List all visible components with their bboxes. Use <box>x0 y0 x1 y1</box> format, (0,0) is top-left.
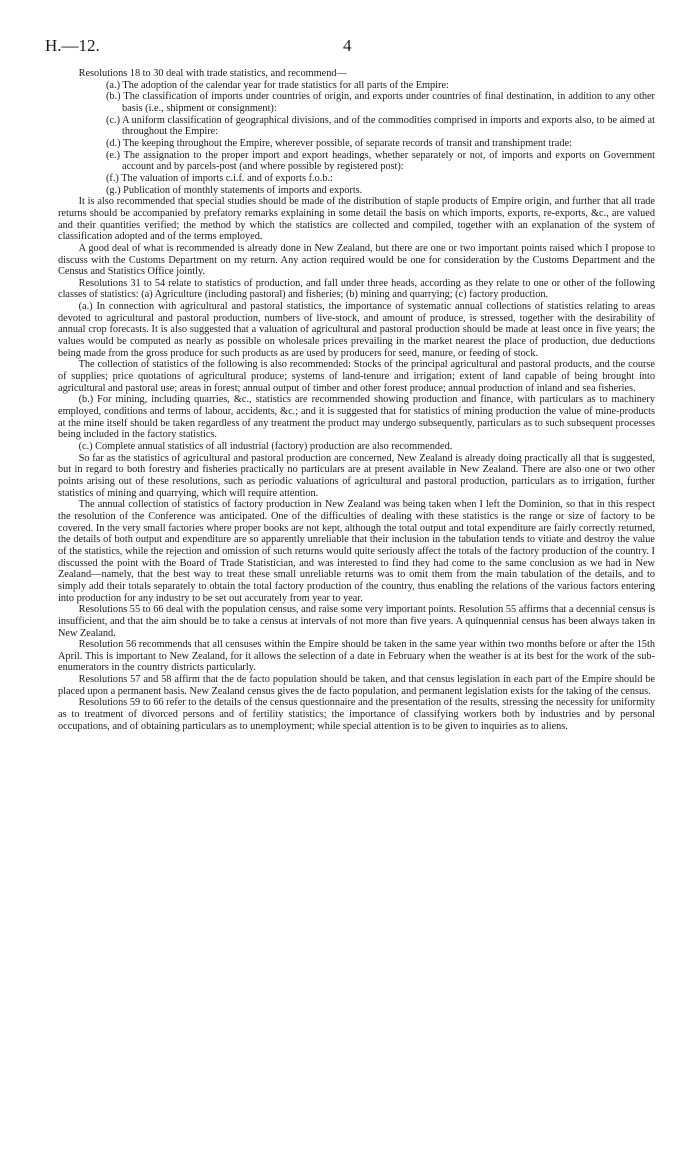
recommendation-text: The assignation to the proper import and export headings, whether separately or not, of imports and exports on Government account and by parcels-post (and where possible by registered post): <box>122 149 656 173</box>
document-body <box>58 68 655 732</box>
recommendation-item <box>58 173 655 185</box>
paragraph-census-questionnaire: Resolutions 59 to 66 refer to the details of the census questionnaire and the presentation of the results, stressing the necessity for uniformity as to treatment of divorced persons and of fertility statistics; the importance of classifying workers both by industries and by personal occupations, and of obtaining particulars as to unemployment; while special attention is to be given to inquiries as to aliens. <box>58 697 655 732</box>
recommendation-list <box>58 80 655 197</box>
paragraph-factory-production: (c.) Complete annual statistics of all industrial (factory) production are also recommended. <box>78 441 453 452</box>
paragraph-agricultural-statistics: (a.) In connection with agricultural and pastoral statistics, the importance of systematic annual collections of statistics relating to areas devoted to agricultural and pastoral production, numbers of live-stock, and amount of produce, is stressed, together with the desirability of annual crop forecasts. It is also suggested that a valuation of agricultural and pastoral production should be made at least once in five years; the values would be computed as nearly as possible on wholesale prices prevailing in the market nearest the place of production, due deductions being made from the gross produce for such products as are used by producers for seed, manure, or feeding of stock. <box>58 301 655 359</box>
recommendation-text: The keeping throughout the Empire, wherever possible, of separate records of transit and transhipment trade: <box>122 137 572 149</box>
recommendation-item <box>58 138 655 150</box>
paragraph-trade-remarks: It is also recommended that special studies should be made of the distribution of staple products of Empire origin, and further that all trade returns should be accompanied by prefatory remarks explaining in some detail the basis on which imports, exports, re-exports, &c., are valued and their quantities verified; the method by which the statistics are collected and compiled, together with an explanation of the system of classification adopted and of the terms employed. <box>58 196 655 243</box>
page-number: 4 <box>343 36 352 55</box>
recommendation-item <box>58 80 655 92</box>
paragraph-census-interval: Resolutions 55 to 66 deal with the population census, and raise some very important points. Resolution 55 affirms that a decennial census is insufficient, and that the aim should be to take a census at intervals of not more than five years. A quinquennial census has been always taken in New Zealand. <box>58 604 655 639</box>
recommendation-label: (d.) <box>106 137 121 149</box>
recommendation-text: The valuation of imports c.i.f. and of exports f.o.b.: <box>121 172 333 184</box>
recommendation-label: (g.) <box>106 184 121 196</box>
recommendation-item <box>58 150 655 173</box>
trade-statistics-intro: Resolutions 18 to 30 deal with trade statistics, and recommend— <box>78 68 347 79</box>
recommendation-label: (e.) <box>106 149 121 161</box>
recommendation-text: Publication of monthly statements of imports and exports. <box>123 184 363 196</box>
recommendation-text: A uniform classification of geographical divisions, and of the commodities comprised in imports and exports also, to be aimed at throughout the Empire: <box>122 114 655 138</box>
paragraph-annual-factory-collection: The annual collection of statistics of factory production in New Zealand was being taken when I left the Dominion, so that in this respect the resolution of the Conference was anticipated. One of the difficulties of dealing with these statistics is the range or size of factory to be covered. In the very small factories where proper books are not kept, although the total output and total expenditure are fairly correctly returned, the details of both output and expenditure are so apparently unreliable that their inclusion in the tabulation tends to vitiate and destroy the value of the statistics, while the rejection and omission of such returns would quite seriously affect the totals of the factory production of the country. I discussed the point with the Board of Trade Statistician, and was interested to find they had come to the same conclusion as we had in New Zealand—namely, that the best way to treat these small unreliable returns was to omit them from the main tabulation of the details, and to simply add their totals separately to obtain the total factory production of the country, thus enabling the relations of the various factors entering into production for any industry to be set out accurately from year to year. <box>58 499 655 604</box>
recommendation-text: The classification of imports under countries of origin, and exports under countries of final destination, in addition to any other basis (i.e., shipment or consignment): <box>122 91 655 114</box>
page-header <box>45 30 655 56</box>
document-code: H.—12. <box>45 36 100 55</box>
recommendation-label: (c.) <box>106 114 121 126</box>
recommendation-item <box>58 115 655 138</box>
recommendation-text: The adoption of the calendar year for trade statistics for all parts of the Empire: <box>122 79 449 91</box>
recommendation-label: (b.) <box>106 91 121 103</box>
paragraph-production-resolutions: Resolutions 31 to 54 relate to statistics of production, and fall under three heads, according as they relate to one or other of the following classes of statistics: (a) Agriculture (including pastoral) and fisheries; (b) mining and quarrying; (c) factory production. <box>58 277 655 301</box>
paragraph-de-facto-population: Resolutions 57 and 58 affirm that the de facto population should be taken, and that census legislation in each part of the Empire should be placed upon a permanent basis. New Zealand census gives the de facto population, and permanent legislation exists for the taking of the census. <box>58 674 655 697</box>
recommendation-item <box>58 185 655 197</box>
recommendation-label: (a.) <box>106 79 121 91</box>
paragraph-mining-statistics: (b.) For mining, including quarries, &c., statistics are recommended showing production and finance, with particulars as to machinery employed, conditions and terms of labour, accidents, &c.; and it is suggested that for statistics of mining production the value of mine-products at the mine itself should be taken regardless of any treatment the product may undergo subsequently, particulars as to such subsequent processes being included in the factory statistics. <box>58 394 655 441</box>
recommendation-item <box>58 91 655 114</box>
paragraph-new-zealand-position: So far as the statistics of agricultural and pastoral production are concerned, New Zealand is already doing practically all that is suggested, but in regard to both forestry and fisheries practically no particulars are at present available in New Zealand. There are also one or two other points arising out of these resolutions, such as periodic valuations of agricultural and pastoral production, particulars as to irrigation, further statistics of mining and quarrying, which will require attention. <box>58 452 655 499</box>
paragraph-new-zealand-customs: A good deal of what is recommended is already done in New Zealand, but there are one or two important points raised which I propose to discuss with the Customs Department on my return. Any action required would be one for consideration by the Customs Department and the Census and Statistics Office jointly. <box>58 242 655 278</box>
paragraph-census-date: Resolution 56 recommends that all censuses within the Empire should be taken in the same year within two months before or after the 15th April. This is important to New Zealand, for it allows the selection of a date in February when the weather is at its best for the work of the sub-enumerators in the country districts particularly. <box>58 639 655 674</box>
paragraph-collection-recommended: The collection of statistics of the following is also recommended: Stocks of the principal agricultural and pastoral products, and the course of supplies; price quotations of agricultural produce; systems of land-tenure and irrigation; extent of land capable of being brought into agricultural and pastoral use; areas in forest; annual output of timber and other forest produce; annual production of inland and sea fisheries. <box>58 359 655 394</box>
recommendation-label: (f.) <box>106 172 119 184</box>
